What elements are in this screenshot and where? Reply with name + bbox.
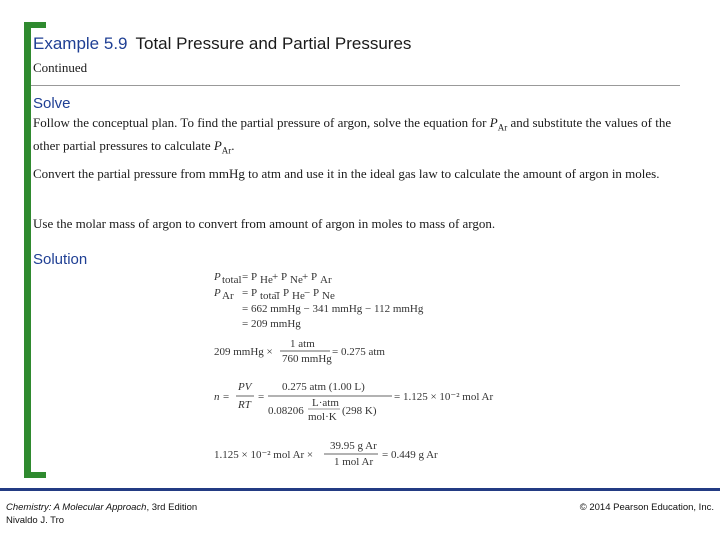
svg-text:Ne: Ne	[290, 274, 303, 286]
svg-text:total: total	[260, 290, 280, 302]
svg-text:+ P: + P	[272, 271, 288, 283]
solve-paragraph-3: Use the molar mass of argon to convert from amount of argon in moles to mass of argon.	[33, 216, 496, 231]
svg-text:− P: − P	[274, 287, 290, 299]
svg-text:+ P: + P	[302, 271, 318, 283]
footer-rule	[0, 488, 720, 491]
green-bracket-top	[24, 22, 46, 28]
svg-text:− P: − P	[304, 287, 320, 299]
solve-paragraph-2: Convert the partial pressure from mmHg to atm and use it in the ideal gas law to calculate the amount of argon in moles.	[33, 166, 660, 181]
green-bracket-bottom	[24, 472, 46, 478]
svg-text:RT: RT	[238, 399, 251, 411]
svg-text:Ar: Ar	[222, 290, 234, 302]
svg-text:= 1.125 × 10⁻² mol Ar: = 1.125 × 10⁻² mol Ar	[394, 391, 494, 403]
eq-ptotal: P	[214, 271, 221, 283]
svg-text:Ar: Ar	[320, 274, 332, 286]
eq-result-mmhg: = 209 mmHg	[242, 318, 301, 330]
svg-text:= P: = P	[242, 287, 258, 299]
footer-book: Chemistry: A Molecular Approach, 3rd Edition	[6, 502, 198, 513]
svg-text:mol·K: mol·K	[308, 411, 337, 423]
green-bracket	[24, 22, 31, 478]
svg-text:1 mol Ar: 1 mol Ar	[334, 456, 374, 468]
svg-text:He: He	[260, 274, 273, 286]
svg-text:= 0.275 atm: = 0.275 atm	[332, 346, 385, 358]
continued-label: Continued	[33, 60, 88, 75]
svg-text:1 atm: 1 atm	[290, 338, 315, 350]
eq-subtraction: = 662 mmHg − 341 mmHg − 112 mmHg	[242, 303, 424, 315]
solve-heading: Solve	[33, 95, 71, 112]
eq-conversion: 209 mmHg ×	[214, 346, 273, 358]
svg-text:L·atm: L·atm	[312, 397, 339, 409]
footer-author: Nivaldo J. Tro	[6, 515, 65, 526]
svg-text:0.08206: 0.08206	[268, 405, 304, 417]
eq-molar-mass: 1.125 × 10⁻² mol Ar ×	[214, 449, 314, 461]
svg-text:(298 K): (298 K)	[342, 405, 377, 417]
solve-paragraph-1: Follow the conceptual plan. To find the partial pressure of argon, solve the equation for $P_{Ar}$ and substitute the values of the other partial pressures to calculate $P_{Ar}$.	[33, 115, 672, 156]
svg-text:39.95 g Ar: 39.95 g Ar	[330, 440, 377, 452]
svg-text:= 0.449 g Ar: = 0.449 g Ar	[382, 449, 438, 461]
eq-ideal-gas: n =	[214, 391, 230, 403]
divider	[31, 85, 680, 86]
svg-text:total: total	[222, 274, 242, 286]
svg-text:= P: = P	[242, 271, 258, 283]
solution-heading: Solution	[33, 251, 88, 268]
svg-text:P: P	[214, 287, 221, 299]
example-title: Example 5.9 Total Pressure and Partial Pressures	[33, 34, 412, 53]
svg-text:0.275 atm (1.00 L): 0.275 atm (1.00 L)	[282, 381, 365, 393]
svg-text:760 mmHg: 760 mmHg	[282, 353, 332, 365]
svg-text:PV: PV	[238, 381, 252, 393]
svg-text:=: =	[258, 391, 265, 403]
footer-copyright: © 2014 Pearson Education, Inc.	[579, 502, 714, 513]
solution-equations	[212, 268, 542, 468]
svg-text:He: He	[292, 290, 305, 302]
svg-text:Ne: Ne	[322, 290, 335, 302]
